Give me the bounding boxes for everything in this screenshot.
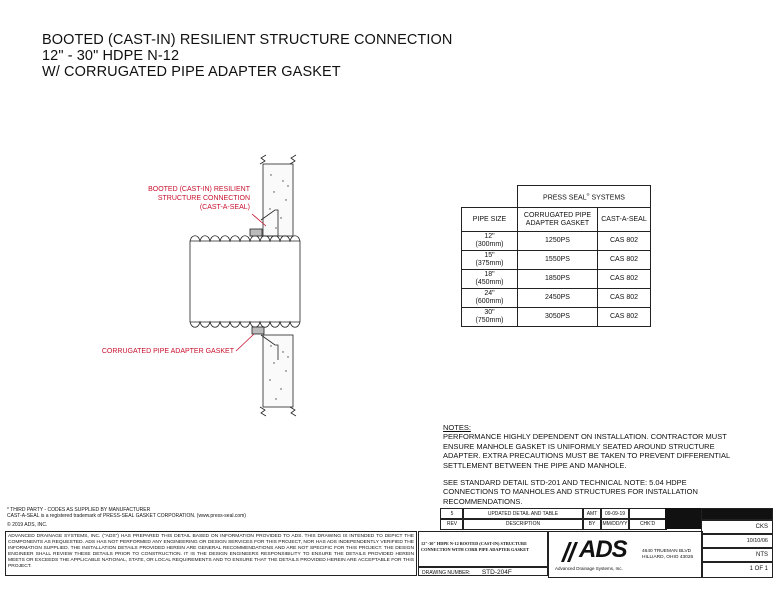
sheet-info (701, 508, 771, 576)
gasket-cell: 1250PS (518, 232, 598, 251)
rev-date: 09-09-19 (600, 508, 630, 520)
ads-logo-text: ADS (579, 536, 627, 563)
drawing-title-box: 12"-30" HDPE N-12 BOOTED (CAST-IN) STRUCTURE CONNECTION WITH CORR PIPE ADAPTER GASKET (418, 531, 548, 567)
table-header (518, 186, 651, 208)
footnotes (7, 507, 427, 528)
rev-by: AMT (582, 508, 602, 520)
cast-cell: CAS 802 (598, 308, 651, 327)
cast-cell: CAS 802 (598, 270, 651, 289)
trademark-note: CAST-A-SEAL is a registered trademark of PRESS-SEAL GASKET CORPORATION. (www.press-seal.com) (7, 513, 246, 519)
table-header-text: PRESS SEAL (543, 194, 587, 202)
copyright-note: © 2019 ADS, INC. (7, 522, 48, 528)
col-header-cast-a-seal: CAST-A-SEAL (598, 208, 651, 232)
col-gasket-line-1: CORRUGATED PIPE (523, 211, 592, 219)
desc-header: DESCRIPTION (462, 518, 584, 530)
table-row (462, 308, 651, 327)
lower-structure-wall (236, 334, 296, 416)
ads-logo-subtitle: Advanced Drainage Systems, Inc. (555, 566, 623, 571)
drawing-number-label: DRAWING NUMBER: (422, 570, 471, 576)
gasket-cell: 3050PS (518, 308, 598, 327)
sheet-number: 1 OF 1 (749, 566, 768, 572)
pipe-size-cell (462, 308, 518, 327)
table-row (462, 251, 651, 270)
col-header-gasket (518, 208, 598, 232)
rev-description: UPDATED DETAIL AND TABLE (462, 508, 584, 520)
hdpe-pipe (190, 229, 300, 334)
pipe-size-in: 24" (484, 290, 495, 297)
pipe-size-in: 15" (484, 252, 495, 259)
col-gasket-line-2: ADAPTER GASKET (525, 219, 590, 227)
pipe-size-in: 12" (484, 233, 495, 240)
rev-number: 5 (440, 508, 464, 520)
booted-label-line-2: STRUCTURE CONNECTION (157, 195, 250, 202)
registered-mark: ® (586, 191, 590, 197)
cast-cell: CAS 802 (598, 289, 651, 308)
scale: NTS (756, 552, 768, 558)
table-row (462, 270, 651, 289)
booted-label-line-3: (CAST-A-SEAL) (199, 204, 250, 211)
ads-address (642, 549, 693, 561)
address-line-1: 4640 TRUEMAN BLVD (642, 549, 692, 554)
rev-header: REV (440, 518, 464, 530)
pipe-size-in: 30" (484, 309, 495, 316)
black-block (665, 508, 701, 529)
title-line-1: BOOTED (CAST-IN) RESILIENT STRUCTURE CONNECTION (42, 32, 453, 48)
pipe-size-in: 18" (484, 271, 495, 278)
drawn-by: CKS (755, 524, 768, 530)
gasket-cell: 2450PS (518, 289, 598, 308)
ads-logo-box (548, 531, 703, 578)
drawing-number: STD-204F (481, 569, 512, 576)
pipe-size-mm: (300mm) (475, 241, 504, 248)
table-header-suffix: SYSTEMS (589, 194, 625, 202)
gasket-cell: 1850PS (518, 270, 598, 289)
pipe-size-mm: (450mm) (475, 279, 504, 286)
pipe-size-cell (462, 232, 518, 251)
notes-heading-text: NOTES: (443, 423, 471, 432)
gasket-label: CORRUGATED PIPE ADAPTER GASKET (101, 348, 234, 355)
date-header: MM/DD/YY (600, 518, 630, 530)
title-line-3: W/ CORRUGATED PIPE ADAPTER GASKET (42, 64, 341, 80)
chkd-header: CHK'D (628, 518, 667, 530)
col-header-pipe-size: PIPE SIZE (462, 208, 518, 232)
third-party-note: * THIRD PARTY - CODES AS SUPPLIED BY MANUFACTURER (7, 507, 151, 513)
drawing-number-box (418, 567, 548, 576)
pipe-size-mm: (750mm) (475, 317, 504, 324)
pipe-size-cell (462, 251, 518, 270)
by-header: BY (582, 518, 602, 530)
press-seal-table (461, 185, 651, 327)
cast-cell: CAS 802 (598, 251, 651, 270)
pipe-size-cell (462, 270, 518, 289)
pipe-size-cell (462, 289, 518, 308)
ads-logo-icon (557, 540, 579, 564)
title-line-2: 12" - 30" HDPE N-12 (42, 48, 180, 64)
note-2: SEE STANDARD DETAIL STD-201 AND TECHNICAL NOTE: 5.04 HDPE CONNECTIONS TO MANHOLES AND STRUCTURES FOR INSTALLATION RECOMMENDATIONS. (443, 478, 698, 506)
notes-section (443, 423, 743, 506)
disclaimer-text: ADVANCED DRAINAGE SYSTEMS, INC. ("ADS") HAS PREPARED THIS DETAIL BASED ON INFORMATION PROVIDED TO ADS. THIS DRAWING IS INTENDED TO DEPICT THE COMPONENTS AS REQUESTED. ADS HAS NOT PERFORMED ANY ENGINEERING OR DESIGN SERVICES FOR THIS PROJECT, NOR HAS ADS INDEPENDENTLY VERIFIED THE INFORMATION SUPPLIED. THE INSTALLATION DETAILS PROVIDED HEREIN ARE GENERAL RECOMMENDATIONS AND ARE NOT SPECIFIC FOR THIS PROJECT. THE DESIGN ENGINEER SHALL REVIEW THESE DETAILS PRIOR TO CONSTRUCTION. IT IS THE DESIGN ENGINEERS RESPONSIBILITY TO ENSURE THE DETAILS PROVIDED HEREIN MEETS OR EXCEEDS THE APPLICABLE NATIONAL, STATE, OR LOCAL REQUIREMENTS AND TO ENSURE THAT THE DETAILS PROVIDED HEREIN ARE ACCEPTABLE FOR THIS PROJECT. (8, 534, 414, 569)
table-row (462, 289, 651, 308)
cast-cell: CAS 802 (598, 232, 651, 251)
disclaimer-box (5, 531, 417, 576)
booted-connection-label (110, 185, 250, 212)
drawing-date: 10/10/06 (746, 538, 768, 544)
note-1: PERFORMANCE HIGHLY DEPENDENT ON INSTALLATION. CONTRACTOR MUST ENSURE MANHOLE GASKET IS UNIFORMLY SEATED AROUND STRUCTURE ADAPTER. EXTRA PRECAUTIONS MUST BE TAKEN TO PREVENT DIFFERENTIAL SETTLEMENT BETWEEN THE PIPE AND MANHOLE. (443, 432, 730, 470)
notes-heading (443, 423, 743, 432)
address-line-2: HILLIARD, OHIO 43026 (642, 555, 694, 560)
sheet-cell (701, 561, 773, 578)
pipe-size-mm: (600mm) (475, 298, 504, 305)
upper-structure-wall (252, 155, 296, 236)
revision-block (440, 508, 665, 529)
booted-label-line-1: BOOTED (CAST-IN) RESILIENT (148, 186, 250, 193)
table-row (462, 232, 651, 251)
pipe-size-mm: (375mm) (475, 260, 504, 267)
gasket-cell: 1550PS (518, 251, 598, 270)
